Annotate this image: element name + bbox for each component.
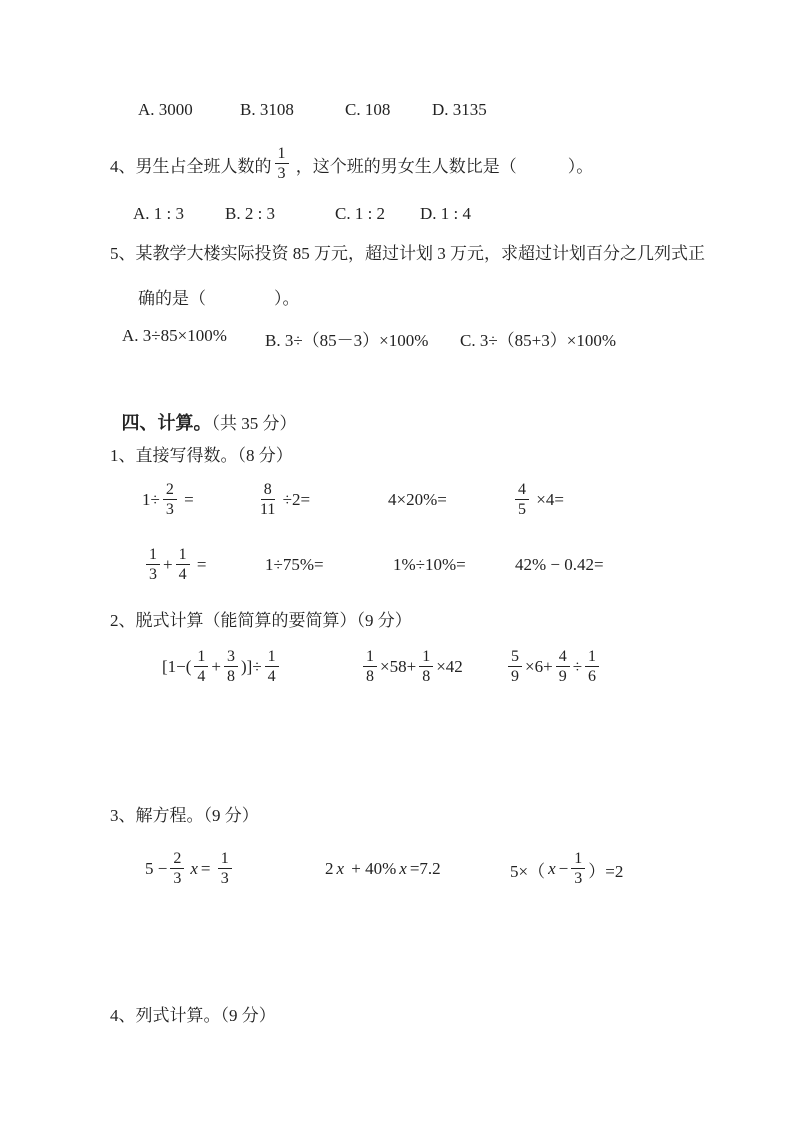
- math-equation: [145, 846, 235, 892]
- fraction-denominator: 9: [558, 668, 567, 685]
- fraction-denominator: 8: [227, 668, 236, 685]
- math-expression: [265, 542, 324, 588]
- fraction-denominator: 4: [267, 668, 276, 685]
- choice-option-a: A. 1 : 3: [133, 204, 184, 223]
- subsection-label-equations: 3、解方程。（9 分）: [110, 806, 259, 825]
- math-expression: [512, 477, 564, 523]
- fraction-numerator: 1: [585, 648, 599, 667]
- fraction-denominator: 8: [422, 668, 431, 685]
- question-5-line1: 5、某教学大楼实际投资 85 万元，超过计划 3 万元，求超过计划百分之几列式正: [110, 244, 705, 263]
- math-text: ÷: [572, 657, 583, 676]
- math-text: +: [211, 657, 222, 676]
- choice-option-c: C. 108: [345, 100, 391, 119]
- fraction-denominator: 3: [165, 501, 174, 518]
- math-text: 42% − 0.42=: [515, 555, 604, 574]
- fraction: [571, 850, 585, 888]
- fraction-numerator: 1: [265, 648, 279, 667]
- choice-option-d: D. 1 : 4: [420, 204, 471, 223]
- fraction: [146, 546, 160, 584]
- choice-option-b: B. 3÷（85－3）×100%: [265, 331, 429, 350]
- fraction-numerator: 1: [419, 648, 433, 667]
- fraction: [170, 850, 184, 888]
- fraction: [515, 481, 529, 519]
- question-5-line2: 确的是（ ）。: [138, 289, 300, 308]
- fraction-denominator: 11: [260, 501, 276, 518]
- math-text: 5 −: [145, 859, 168, 878]
- section-heading: [113, 389, 297, 435]
- fraction: [556, 648, 570, 686]
- math-text: ）=2: [588, 861, 624, 881]
- fraction: [194, 648, 208, 686]
- choice-option-c: C. 1 : 2: [335, 204, 386, 223]
- fraction-denominator: 3: [574, 870, 583, 887]
- section-score: （共 35 分）: [211, 414, 297, 433]
- fraction-denominator: 4: [197, 668, 206, 685]
- fraction-numerator: 1: [363, 648, 377, 667]
- fraction-numerator: 4: [556, 648, 570, 667]
- math-expression: [505, 644, 602, 690]
- math-text: +: [163, 555, 173, 574]
- fraction-denominator: 8: [366, 668, 374, 685]
- fraction-denominator: 3: [220, 870, 229, 887]
- math-text: =7.2: [409, 859, 441, 878]
- fraction: [419, 648, 433, 686]
- math-expression: [142, 477, 194, 523]
- fraction-denominator: 3: [277, 165, 286, 182]
- math-expression: [360, 644, 463, 690]
- math-text: =: [192, 555, 207, 574]
- fraction: [218, 850, 232, 888]
- fraction-numerator: 1: [146, 546, 160, 565]
- fraction: [265, 648, 279, 686]
- fraction: [363, 648, 377, 686]
- choice-option-a: A. 3000: [138, 100, 193, 119]
- fraction-numerator: 1: [218, 850, 232, 869]
- math-text: 5×（: [510, 861, 546, 881]
- fraction-denominator: 3: [149, 566, 157, 583]
- fraction-numerator: 1: [176, 546, 190, 565]
- fraction: [275, 145, 289, 183]
- choice-option-c: C. 3÷（85+3）×100%: [460, 331, 617, 350]
- variable: x: [548, 859, 556, 878]
- variable: x: [399, 859, 407, 878]
- fraction-numerator: 8: [261, 481, 275, 500]
- math-text: ÷2=: [278, 490, 311, 509]
- choice-option-d: D. 3135: [432, 100, 487, 119]
- fraction-numerator: 1: [194, 648, 208, 667]
- math-expression: [143, 542, 206, 588]
- math-equation: [325, 846, 441, 892]
- math-text: 4×20%=: [388, 490, 447, 509]
- fraction-numerator: 2: [163, 481, 177, 500]
- variable: x: [190, 859, 198, 878]
- math-text: 2: [325, 859, 334, 878]
- fraction-denominator: 3: [173, 870, 182, 887]
- fraction-numerator: 1: [571, 850, 585, 869]
- math-expression: [393, 542, 466, 588]
- fraction-denominator: 4: [178, 566, 187, 583]
- math-expression: [162, 644, 282, 690]
- fraction-numerator: 2: [170, 850, 184, 869]
- fraction-numerator: 5: [508, 648, 522, 667]
- math-text: 1%÷10%=: [393, 555, 466, 574]
- fraction: [163, 481, 177, 519]
- choice-option-b: B. 2 : 3: [225, 204, 276, 223]
- choice-option-b: B. 3108: [240, 100, 294, 119]
- math-text: 1÷: [142, 490, 160, 509]
- math-text: =: [179, 490, 194, 509]
- fraction: [224, 648, 238, 686]
- fraction-denominator: 9: [511, 668, 519, 685]
- math-text: ×6+: [525, 657, 553, 676]
- section-title: 四、计算。: [121, 413, 212, 433]
- subsection-label-direct: 1、直接写得数。（8 分）: [110, 446, 293, 465]
- math-text: + 40%: [347, 859, 397, 878]
- math-expression: [388, 477, 447, 523]
- fraction: [176, 546, 190, 584]
- math-expression: [515, 542, 604, 588]
- math-text: 4、男生占全班人数的: [110, 156, 272, 176]
- math-text: −: [558, 859, 569, 878]
- fraction: [260, 481, 275, 519]
- math-text: 1÷75%=: [265, 555, 324, 574]
- math-text: ×58+: [380, 657, 417, 676]
- subsection-label-listcalc: 4、列式计算。（9 分）: [110, 1006, 276, 1025]
- math-text: ×42: [436, 657, 463, 676]
- math-text: [1−(: [162, 657, 192, 676]
- fraction-numerator: 3: [224, 648, 238, 667]
- fraction: [585, 648, 599, 686]
- math-text: ，这个班的男女生人数比是（ ）。: [291, 156, 594, 176]
- math-expression: [257, 477, 310, 523]
- math-text: )]÷: [241, 657, 262, 676]
- fraction-denominator: 5: [518, 501, 526, 518]
- math-text: =: [200, 859, 215, 878]
- fraction-numerator: 4: [515, 481, 529, 500]
- fraction-numerator: 1: [275, 145, 289, 164]
- math-equation: [510, 846, 623, 892]
- subsection-label-stepcalc: 2、脱式计算（能简算的要简算）（9 分）: [110, 611, 412, 630]
- choice-option-a: A. 3÷85×100%: [122, 326, 227, 345]
- math-text: ×4=: [532, 490, 564, 509]
- variable: x: [336, 859, 345, 878]
- fraction: [508, 648, 522, 686]
- question-4-stem: [110, 141, 593, 187]
- fraction-denominator: 6: [588, 668, 597, 685]
